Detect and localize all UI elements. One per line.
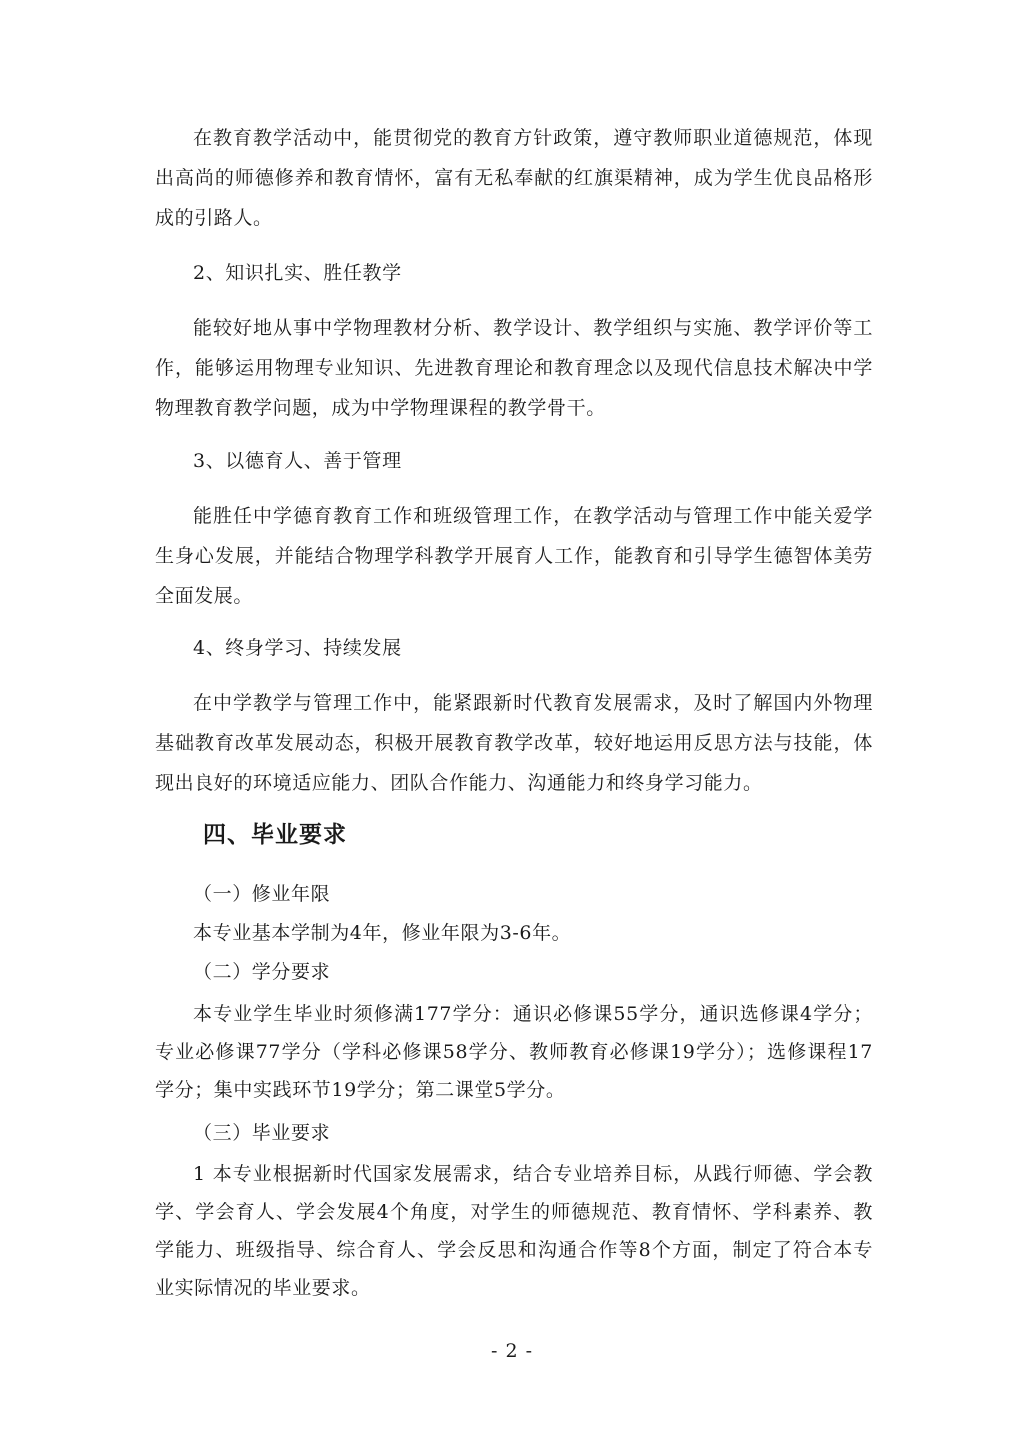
paragraph-study-period: 本专业基本学制为4年，修业年限为3-6年。 <box>193 922 572 944</box>
paragraph-graduation-requirements: 1 本专业根据新时代国家发展需求，结合专业培养目标，从践行师德、学会教学、学会育人、学会发展4个角度，对学生的师德规范、教育情怀、学科素养、教学能力、班级指导、综合育人、学会反思和沟通合作等8个方面，制定了符合本专业实际情况的毕业要求。 <box>155 1163 873 1299</box>
paragraph-teacher-ethics: 在教育教学活动中，能贯彻党的教育方针政策，遵守教师职业道德规范，体现出高尚的师德修养和教育情怀，富有无私奉献的红旗渠精神，成为学生优良品格形成的引路人。 <box>155 127 873 229</box>
subheading-credit-requirements: （二）学分要求 <box>193 961 331 983</box>
paragraph-moral-education: 能胜任中学德育教育工作和班级管理工作，在教学活动与管理工作中能关爱学生身心发展，并能结合物理学科教学开展育人工作，能教育和引导学生德智体美劳全面发展。 <box>155 505 873 607</box>
paragraph-lifelong-learning: 在中学教学与管理工作中，能紧跟新时代教育发展需求，及时了解国内外物理基础教育改革发展动态，积极开展教育教学改革，较好地运用反思方法与技能，体现出良好的环境适应能力、团队合作能力、沟通能力和终身学习能力。 <box>155 692 873 794</box>
subheading-study-period: （一）修业年限 <box>193 883 331 905</box>
section-title-graduation-requirements: 四、毕业要求 <box>203 822 347 848</box>
paragraph-credit-requirements: 本专业学生毕业时须修满177学分：通识必修课55学分，通识选修课4学分；专业必修课77学分（学科必修课58学分、教师教育必修课19学分）；选修课程17学分；集中实践环节19学分；第二课堂5学分。 <box>155 1003 873 1101</box>
page-number: - 2 - <box>490 1340 533 1362</box>
paragraph-knowledge-teaching: 能较好地从事中学物理教材分析、教学设计、教学组织与实施、教学评价等工作，能够运用物理专业知识、先进教育理论和教育理念以及现代信息技术解决中学物理教育教学问题，成为中学物理课程的教学骨干。 <box>155 317 873 419</box>
subheading-knowledge-teaching: 2、知识扎实、胜任教学 <box>193 262 402 284</box>
subheading-moral-education: 3、以德育人、善于管理 <box>193 450 402 472</box>
subheading-graduation-requirements: （三）毕业要求 <box>193 1122 331 1144</box>
subheading-lifelong-learning: 4、终身学习、持续发展 <box>193 637 402 659</box>
